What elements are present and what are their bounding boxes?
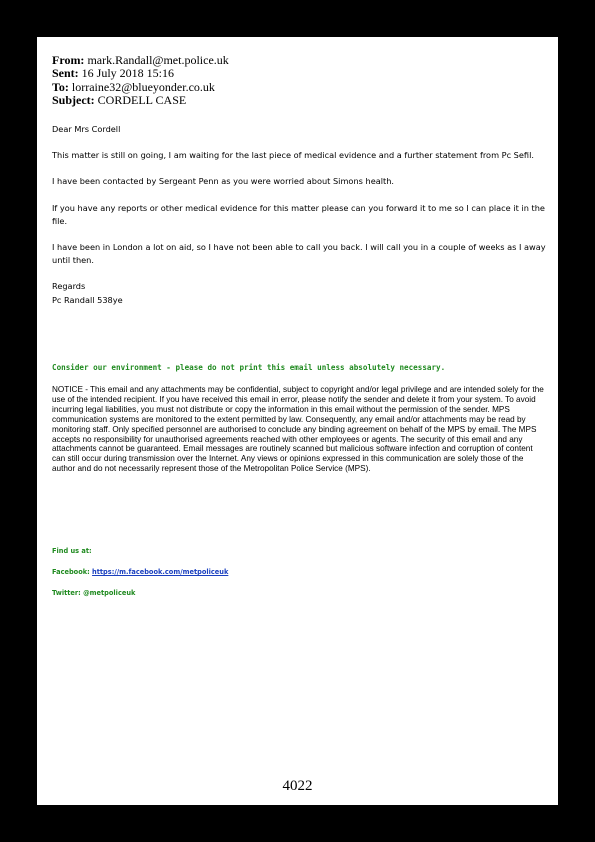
- legal-notice: NOTICE - This email and any attachments may be confidential, subject to copyright and/or legal privilege and are intended solely for the use of the intended recipient. If you have received this email in error, please notify the sender and delete it from your system. To avoid incurring legal liabilities, you must not distribute or copy the information in this email without the permission of the sender. MPS communication systems are monitored to the extent permitted by law. Consequently, any email and/or attachments may be read by monitoring staff. Only specified personnel are authorised to conclude any binding agreement on behalf of the MPS by email. The MPS accepts no responsibility for unauthorised agreements reached with other employees or agents. The security of this email and any attachments cannot be guaranteed. Email messages are routinely scanned but malicious software infection and corruption of content can still occur during transmission over the Internet. Any views or opinions expressed in this communication are solely those of the author and do not necessarily represent those of the Metropolitan Police Service (MPS).: [52, 385, 544, 474]
- sent-label: Sent:: [52, 66, 79, 81]
- subject-value: CORDELL CASE: [97, 93, 187, 108]
- page-number: 4022: [282, 778, 313, 794]
- sent-value: 16 July 2018 15:16: [81, 66, 175, 81]
- to-value: lorraine32@blueyonder.co.uk: [71, 79, 215, 94]
- paragraph-4: I have been in London a lot on aid, so I have not been able to call you back. I will call you in a couple of weeks as I away until then.: [52, 242, 546, 266]
- paragraph-2: I have been contacted by Sergeant Penn as you were worried about Simons health.: [52, 176, 395, 187]
- twitter-line: Twitter: @metpoliceuk: [52, 589, 136, 597]
- find-us-label: Find us at:: [52, 547, 92, 555]
- to-label: To:: [52, 79, 69, 94]
- email-body: [52, 123, 547, 307]
- document-page: [37, 37, 558, 805]
- from-value: mark.Randall@met.police.uk: [87, 53, 229, 67]
- to-line: [52, 81, 229, 94]
- from-label: From:: [52, 53, 85, 67]
- facebook-line: [52, 568, 228, 576]
- paragraph-1: This matter is still on going, I am waiting for the last piece of medical evidence and a further statement from Pc Sefil.: [52, 150, 534, 161]
- environment-note: Consider our environment - please do not print this email unless absolutely necessary.: [52, 363, 446, 372]
- subject-label: Subject:: [52, 93, 95, 108]
- regards: Regards: [52, 281, 86, 292]
- email-header: [52, 54, 229, 108]
- signature: Pc Randall 538ye: [52, 294, 123, 305]
- facebook-link[interactable]: https://m.facebook.com/metpoliceuk: [92, 568, 229, 576]
- facebook-label: Facebook:: [52, 568, 90, 576]
- from-line: [52, 54, 229, 67]
- paragraph-3: If you have any reports or other medical evidence for this matter please can you forward it to me so I can place it in the file.: [52, 202, 545, 226]
- subject-line: [52, 94, 229, 107]
- greeting: Dear Mrs Cordell: [52, 124, 121, 134]
- sent-line: [52, 67, 229, 80]
